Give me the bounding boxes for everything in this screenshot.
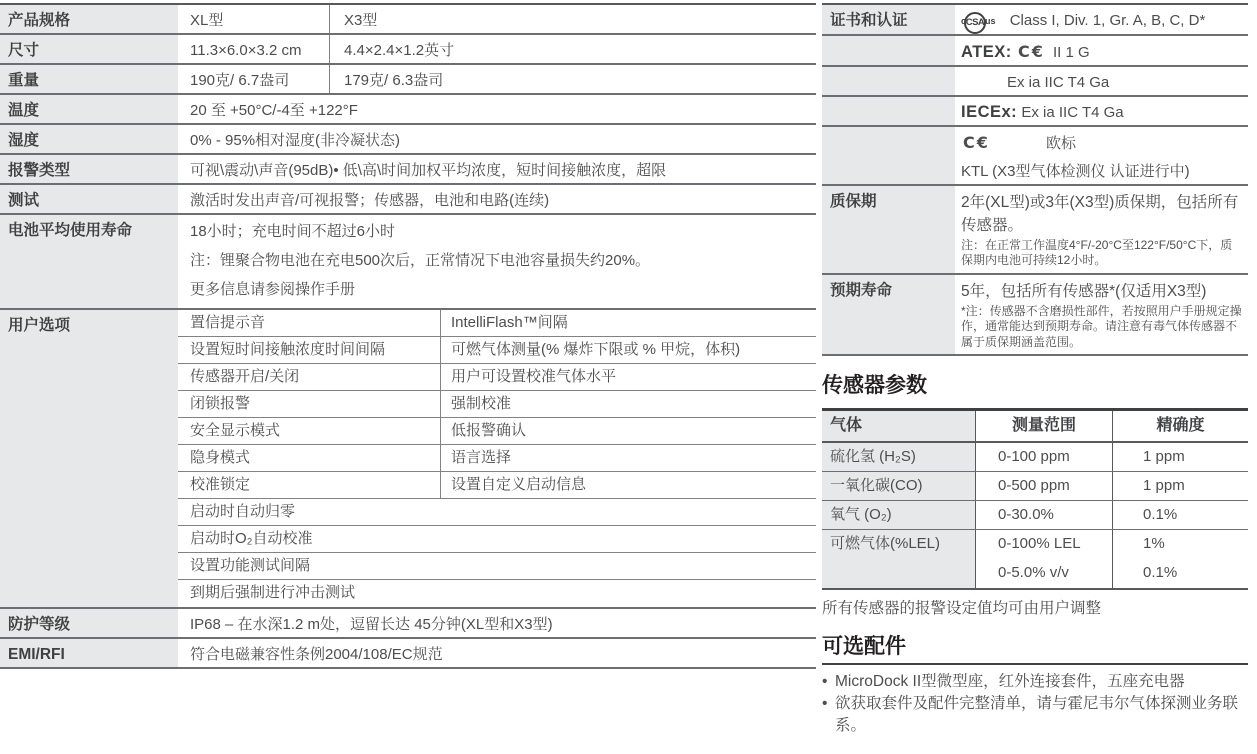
option-row — [178, 310, 816, 337]
label-lifespan: 预期寿命 — [822, 275, 955, 355]
value-atex-2: Ex ia IIC T4 Ga — [1007, 73, 1110, 91]
bullet-icon: • — [822, 695, 828, 713]
gas-accuracy: 1 ppm — [1112, 443, 1248, 471]
sensor-row-co — [822, 472, 1248, 501]
value-weight-x3: 179克/ 6.3盎司 — [344, 72, 444, 89]
row-atex-2 — [822, 67, 1248, 97]
option-row — [178, 445, 816, 472]
value-size-x3: 4.4×2.4×1.2英寸 — [344, 42, 455, 59]
label-empty — [822, 36, 955, 65]
warranty-text: 2年(XL型)或3年(X3型)质保期，包括所有传感器。 — [961, 193, 1239, 234]
certification-table — [822, 3, 1248, 356]
label-empty — [822, 67, 955, 95]
label-warranty: 质保期 — [822, 186, 955, 273]
row-warranty — [822, 186, 1248, 275]
label-size: 尺寸 — [0, 35, 178, 63]
gas-accuracy: 0.1% — [1112, 501, 1248, 529]
option-full: 启动时自动归零 — [190, 503, 296, 520]
option-row — [178, 391, 816, 418]
option-right: 用户可设置校准气体水平 — [451, 368, 617, 385]
value-battery-life — [178, 215, 816, 308]
gas-name: 硫化氢 (H₂S) — [822, 443, 975, 471]
row-test — [0, 185, 816, 215]
label-product-spec: 产品规格 — [0, 5, 178, 33]
gas-name: 可燃气体(%LEL) — [822, 530, 975, 588]
label-weight: 重量 — [0, 65, 178, 93]
row-ktl — [822, 156, 1248, 186]
lifespan-text: 5年，包括所有传感器*(仅适用X3型) — [961, 282, 1207, 300]
ce-euro-text: 欧标 — [1046, 134, 1077, 152]
label-alarm-types: 报警类型 — [0, 155, 178, 183]
sensor-row-h2s — [822, 443, 1248, 472]
ce-mark-icon: C€ — [963, 132, 990, 152]
label-empty — [822, 97, 955, 125]
value-warranty — [955, 186, 1248, 273]
option-right: 低报警确认 — [451, 422, 527, 439]
gas-name: 氧气 (O₂) — [822, 501, 975, 529]
option-left: 置信提示音 — [178, 310, 441, 336]
value-test: 激活时发出声音/可视报警；传感器，电池和电路(连续) — [190, 192, 550, 209]
atex-text: II 1 G — [1053, 43, 1090, 61]
battery-line-2: 注：锂聚合物电池在充电500次后，正常情况下电池容量损失约20%。 — [190, 252, 651, 269]
option-left: 隐身模式 — [178, 445, 441, 471]
sensor-footnote: 所有传感器的报警设定值均可由用户调整 — [822, 600, 1102, 618]
accessory-text: 欲获取套件及配件完整清单，请与霍尼韦尔气体探测业务联系。 — [835, 695, 1239, 735]
product-spec-table — [0, 3, 816, 669]
row-product-spec — [0, 5, 816, 35]
label-user-options: 用户选项 — [0, 310, 178, 607]
ce-mark-icon: C€ — [1017, 41, 1045, 61]
row-battery-life — [0, 215, 816, 310]
value-temperature: 20 至 +50°C/-4至 +122°F — [190, 102, 358, 119]
value-alarm-types: 可视\震动\声音(95dB)• 低\高\时间加权平均浓度，短时间接触浓度，超限 — [190, 162, 667, 179]
value-iecex — [955, 97, 1248, 125]
option-right: 设置自定义启动信息 — [451, 476, 587, 493]
row-lifespan — [822, 275, 1248, 357]
label-empty — [822, 156, 955, 184]
lel-double-cell — [975, 530, 1248, 588]
row-iecex — [822, 97, 1248, 127]
gas-range: 0-5.0% v/v — [975, 559, 1112, 588]
header-gas: 气体 — [822, 411, 975, 441]
iecex-text: Ex ia IIC T4 Ga — [1021, 103, 1124, 121]
row-protection-rating — [0, 609, 816, 639]
value-humidity: 0% - 95%相对湿度(非冷凝状态) — [190, 132, 401, 149]
header-range: 测量范围 — [975, 411, 1112, 441]
label-battery-life: 电池平均使用寿命 — [0, 215, 178, 308]
label-emi-rfi: EMI/RFI — [0, 639, 178, 667]
csa-class-text: Class I, Div. 1, Gr. A, B, C, D* — [1009, 12, 1206, 29]
option-left: 校准锁定 — [178, 472, 441, 498]
lel-line-1 — [975, 530, 1248, 559]
gas-range: 0-500 ppm — [975, 472, 1112, 500]
option-left: 安全显示模式 — [178, 418, 441, 444]
label-empty — [822, 127, 955, 156]
option-row-full — [178, 553, 816, 580]
option-full: 到期后强制进行冲击测试 — [190, 584, 356, 601]
option-row-full — [178, 526, 816, 553]
gas-range: 0-100% LEL — [975, 530, 1112, 559]
bullet-icon: • — [822, 673, 828, 691]
option-row — [178, 337, 816, 364]
option-left: 闭锁报警 — [178, 391, 441, 417]
gas-name: 一氧化碳(CO) — [822, 472, 975, 500]
value-weight-xl: 190克/ 6.7盎司 — [178, 65, 330, 93]
accessories-list — [822, 671, 1248, 737]
value-protection-rating: IP68 – 在水深1.2 m处，逗留长达 45分钟(XL型和X3型) — [190, 616, 553, 633]
value-ce-euro — [955, 127, 1248, 156]
lel-line-2 — [975, 559, 1248, 588]
row-certifications — [822, 5, 1248, 36]
sensor-parameters-table — [822, 408, 1248, 590]
sensor-row-lel — [822, 530, 1248, 588]
warranty-note: 注：在正常工作温度4°F/-20°C至122°F/50°C下，质保期内电池可持续12小时。 — [961, 237, 1233, 268]
value-lifespan — [955, 275, 1248, 355]
option-row — [178, 472, 816, 499]
row-emi-rfi — [0, 639, 816, 669]
option-row — [178, 418, 816, 445]
accessory-item — [822, 671, 1248, 693]
label-temperature: 温度 — [0, 95, 178, 123]
gas-range: 0-30.0% — [975, 501, 1112, 529]
row-temperature — [0, 95, 816, 125]
battery-line-1: 18小时；充电时间不超过6小时 — [190, 223, 396, 240]
row-ce-euro — [822, 127, 1248, 156]
label-protection-rating: 防护等级 — [0, 609, 178, 637]
label-certifications: 证书和认证 — [822, 5, 955, 34]
iecex-label: IECEx: — [961, 102, 1018, 121]
row-humidity — [0, 125, 816, 155]
battery-line-3: 更多信息请参阅操作手册 — [190, 281, 356, 298]
option-right: 语言选择 — [451, 449, 512, 466]
option-full: 设置功能测试间隔 — [190, 557, 311, 574]
option-row-full — [178, 580, 816, 607]
right-column — [822, 3, 1248, 737]
gas-range: 0-100 ppm — [975, 443, 1112, 471]
row-user-options — [0, 310, 816, 609]
sensor-row-o2 — [822, 501, 1248, 530]
option-row — [178, 364, 816, 391]
sensor-section-title: 传感器参数 — [822, 374, 927, 398]
option-right: 可燃气体测量(% 爆炸下限或 % 甲烷，体积) — [451, 341, 741, 358]
option-left: 传感器开启/关闭 — [178, 364, 441, 390]
value-emi-rfi: 符合电磁兼容性条例2004/108/EC规范 — [190, 646, 443, 663]
gas-accuracy: 0.1% — [1112, 559, 1248, 588]
gas-accuracy: 1 ppm — [1112, 472, 1248, 500]
header-accuracy: 精确度 — [1112, 411, 1248, 441]
option-left: 设置短时间接触浓度时间间隔 — [178, 337, 441, 363]
atex-label: ATEX: — [961, 42, 1012, 61]
value-model-xl: XL型 — [178, 5, 330, 33]
option-row-full — [178, 499, 816, 526]
option-right: IntelliFlash™间隔 — [451, 314, 568, 331]
label-humidity: 湿度 — [0, 125, 178, 153]
row-alarm-types — [0, 155, 816, 185]
option-full: 启动时O₂自动校准 — [190, 530, 313, 547]
row-atex — [822, 36, 1248, 67]
user-options-list — [178, 310, 816, 607]
label-test: 测试 — [0, 185, 178, 213]
accessory-text: MicroDock II型微型座，红外连接套件，五座充电器 — [835, 673, 1185, 691]
csa-logo-icon: c CSA us — [961, 9, 996, 34]
value-atex — [955, 36, 1248, 65]
value-size-xl: 11.3×6.0×3.2 cm — [178, 35, 330, 63]
sensor-header-row — [822, 411, 1248, 443]
gas-accuracy: 1% — [1112, 530, 1248, 559]
value-ktl: KTL (X3型气体检测仪 认证进行中) — [961, 162, 1190, 180]
lifespan-note: *注：传感器不含磨损性部件，若按照用户手册规定操作，通常能达到预期寿命。请注意有毒气体传感器不属于质保期涵盖范围。 — [961, 303, 1242, 349]
row-size — [0, 35, 816, 65]
value-csa — [955, 5, 1248, 34]
option-right: 强制校准 — [451, 395, 512, 412]
row-weight — [0, 65, 816, 95]
accessories-title: 可选配件 — [822, 630, 1248, 665]
accessory-item — [822, 693, 1248, 737]
value-model-x3: X3型 — [344, 12, 378, 29]
left-column — [0, 3, 816, 737]
